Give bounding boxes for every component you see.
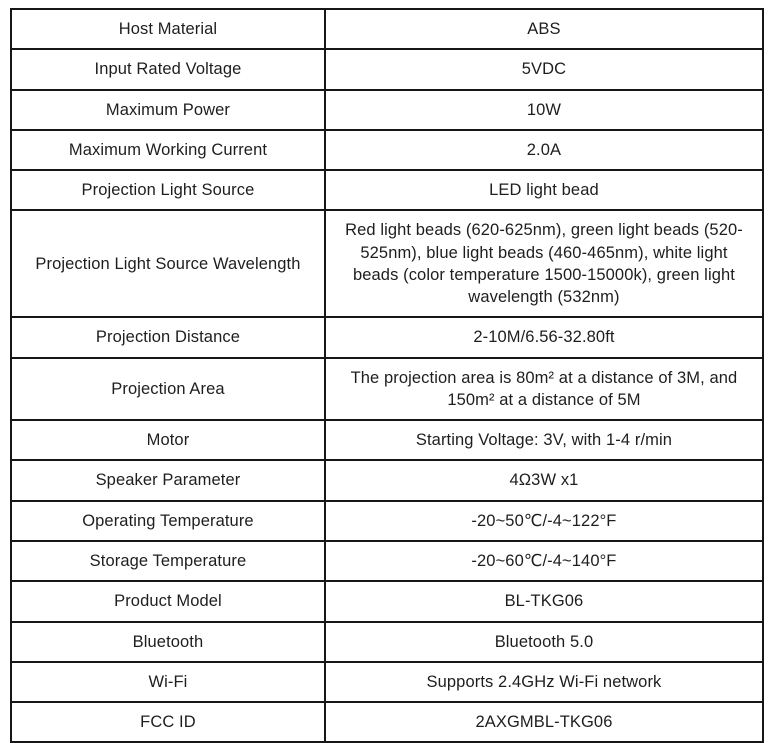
spec-value-cell: Supports 2.4GHz Wi-Fi network [325, 662, 763, 702]
spec-label-cell: Projection Light Source [11, 170, 325, 210]
spec-label-cell: Product Model [11, 581, 325, 621]
spec-value-cell: 10W [325, 90, 763, 130]
table-row [11, 358, 763, 421]
table-row [11, 170, 763, 210]
table-row [11, 662, 763, 702]
spec-value-cell: 2.0A [325, 130, 763, 170]
spec-value-cell: The projection area is 80m² at a distance of 3M, and 150m² at a distance of 5M [325, 358, 763, 421]
spec-label-cell: Maximum Working Current [11, 130, 325, 170]
spec-label-cell: Projection Distance [11, 317, 325, 357]
spec-value-cell: Red light beads (620-625nm), green light beads (520-525nm), blue light beads (460-465nm), white light beads (color temperature 1500-15000k), green light wavelength (532nm) [325, 210, 763, 317]
spec-label-cell: Host Material [11, 9, 325, 49]
table-row [11, 210, 763, 317]
spec-table-body [11, 9, 763, 742]
spec-value-cell: Bluetooth 5.0 [325, 622, 763, 662]
spec-label-cell: Wi-Fi [11, 662, 325, 702]
spec-value-cell: 5VDC [325, 49, 763, 89]
spec-table [10, 8, 764, 743]
spec-label-cell: Bluetooth [11, 622, 325, 662]
spec-value-cell: LED light bead [325, 170, 763, 210]
spec-value-cell: Starting Voltage: 3V, with 1-4 r/min [325, 420, 763, 460]
spec-label-cell: Projection Area [11, 358, 325, 421]
spec-label-cell: Projection Light Source Wavelength [11, 210, 325, 317]
table-row [11, 460, 763, 500]
spec-label-cell: Motor [11, 420, 325, 460]
table-row [11, 317, 763, 357]
spec-label-cell: Speaker Parameter [11, 460, 325, 500]
spec-value-cell: BL-TKG06 [325, 581, 763, 621]
table-row [11, 9, 763, 49]
spec-value-cell: -20~60℃/-4~140°F [325, 541, 763, 581]
spec-label-cell: Operating Temperature [11, 501, 325, 541]
spec-value-cell: -20~50℃/-4~122°F [325, 501, 763, 541]
spec-label-cell: Storage Temperature [11, 541, 325, 581]
spec-value-cell: 4Ω3W x1 [325, 460, 763, 500]
table-row [11, 420, 763, 460]
spec-label-cell: Input Rated Voltage [11, 49, 325, 89]
table-row [11, 541, 763, 581]
spec-label-cell: FCC ID [11, 702, 325, 742]
spec-label-cell: Maximum Power [11, 90, 325, 130]
table-row [11, 501, 763, 541]
spec-value-cell: ABS [325, 9, 763, 49]
table-row [11, 90, 763, 130]
table-row [11, 49, 763, 89]
table-row [11, 130, 763, 170]
table-row [11, 581, 763, 621]
table-row [11, 702, 763, 742]
spec-value-cell: 2-10M/6.56-32.80ft [325, 317, 763, 357]
spec-value-cell: 2AXGMBL-TKG06 [325, 702, 763, 742]
table-row [11, 622, 763, 662]
